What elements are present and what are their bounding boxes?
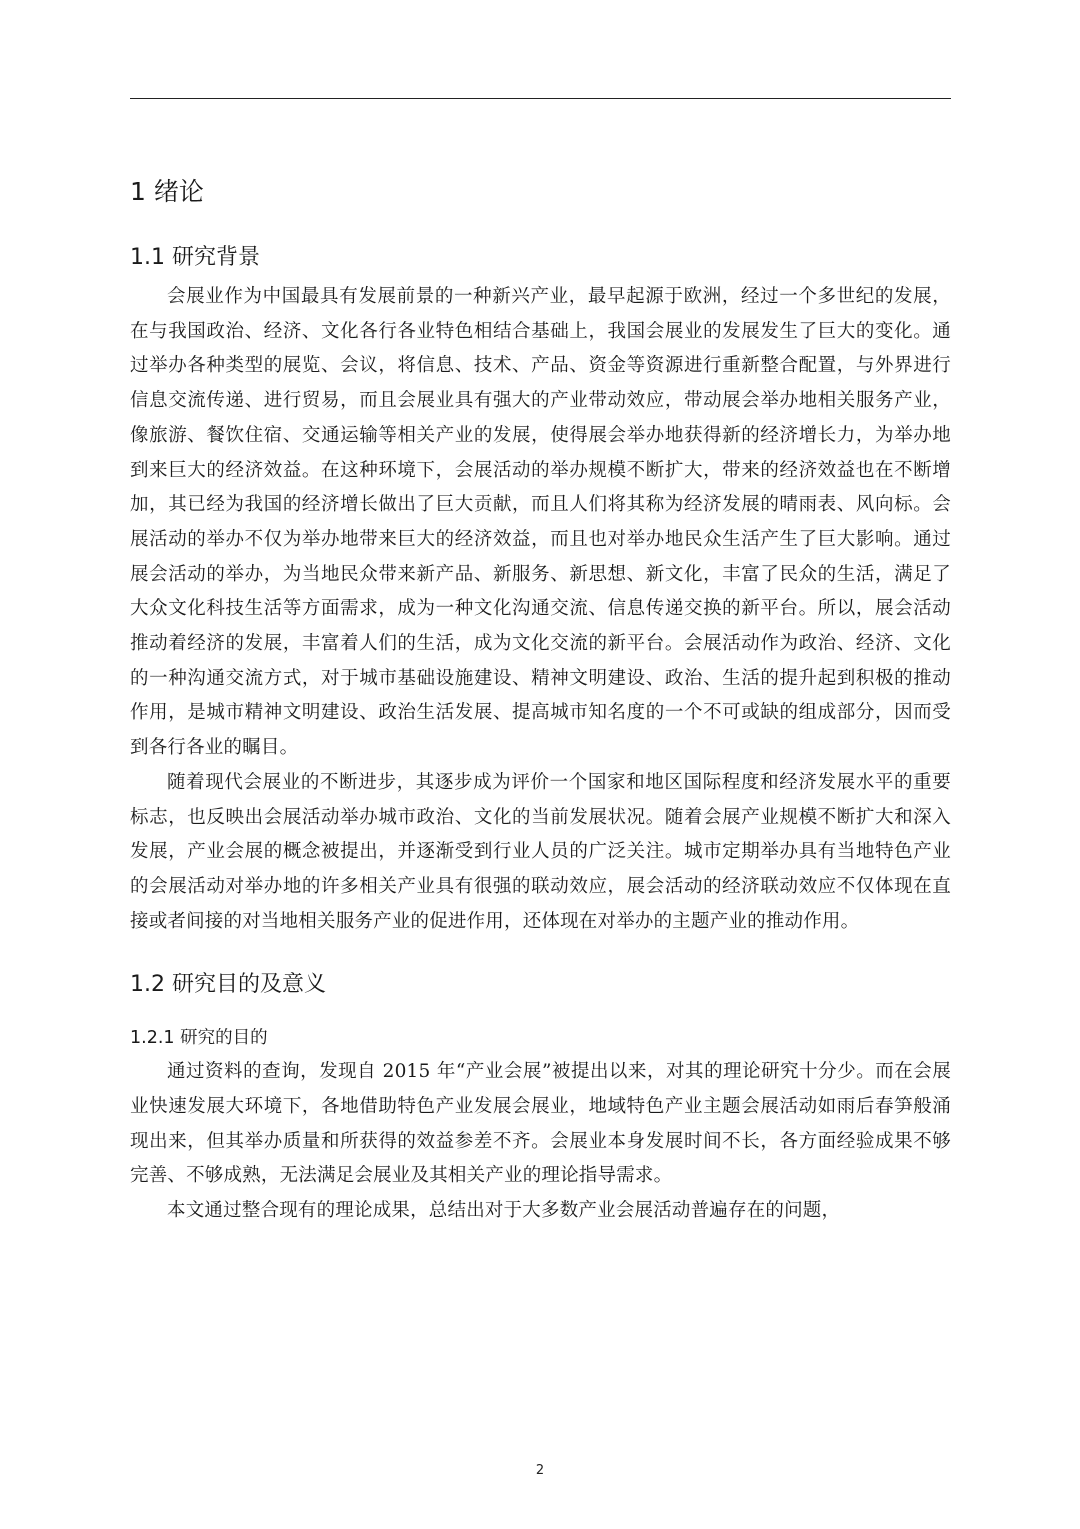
page-content: [130, 160, 951, 1229]
paragraph: 随着现代会展业的不断进步，其逐步成为评价一个国家和地区国际程度和经济发展水平的重要标志，也反映出会展活动举办城市政治、文化的当前发展状况。随着会展产业规模不断扩大和深入发展，产业会展的概念被提出，并逐渐受到行业人员的广泛关注。城市定期举办具有当地特色产业的会展活动对举办地的许多相关产业具有很强的联动效应，展会活动的经济联动效应不仅体现在直接或者间接的对当地相关服务产业的促进作用，还体现在对举办的主题产业的推动作用。: [130, 771, 951, 932]
page-number: 2: [535, 1463, 545, 1478]
chapter-title: 1 绪论: [130, 177, 204, 206]
paragraph: 通过资料的查询，发现自 2015 年“产业会展”被提出以来，对其的理论研究十分少。而在会展业快速发展大环境下，各地借助特色产业发展会展业，地域特色产业主题会展活动如雨后春笋般涌现出来，但其举办质量和所获得的效益参差不齐。会展业本身发展时间不长，各方面经验成果不够完善、不够成熟，无法满足会展业及其相关产业的理论指导需求。: [130, 1061, 951, 1187]
section-title-1-1: 1.1 研究背景: [130, 245, 260, 270]
paragraph: 会展业作为中国最具有发展前景的一种新兴产业，最早起源于欧洲，经过一个多世纪的发展，在与我国政治、经济、文化各行各业特色相结合基础上，我国会展业的发展发生了巨大的变化。通过举办各种类型的展览、会议，将信息、技术、产品、资金等资源进行重新整合配置，与外界进行信息交流传递、进行贸易，而且会展业具有强大的产业带动效应，带动展会举办地相关服务产业，像旅游、餐饮住宿、交通运输等相关产业的发展，使得展会举办地获得新的经济增长力，为举办地到来巨大的经济效益。在这种环境下，会展活动的举办规模不断扩大，带来的经济效益也在不断增加，其已经为我国的经济增长做出了巨大贡献，而且人们将其称为经济发展的晴雨表、风向标。会展活动的举办不仅为举办地带来巨大的经济效益，而且也对举办地民众生活产生了巨大影响。通过展会活动的举办，为当地民众带来新产品、新服务、新思想、新文化，丰富了民众的生活，满足了大众文化科技生活等方面需求，成为一种文化沟通交流、信息传递交换的新平台。所以，展会活动推动着经济的发展，丰富着人们的生活，成为文化交流的新平台。会展活动作为政治、经济、文化的一种沟通交流方式，对于城市基础设施建设、精神文明建设、政治、生活的提升起到积极的推动作用，是城市精神文明建设、政治生活发展、提高城市知名度的一个不可或缺的组成部分，因而受到各行各业的瞩目。: [130, 286, 951, 759]
subsection-title-1-2-1: 1.2.1 研究的目的: [130, 1028, 268, 1049]
section-title-1-2: 1.2 研究目的及意义: [130, 972, 326, 998]
header-rule: [130, 98, 951, 99]
paragraph: 本文通过整合现有的理论成果，总结出对于大多数产业会展活动普遍存在的问题，: [167, 1200, 841, 1222]
